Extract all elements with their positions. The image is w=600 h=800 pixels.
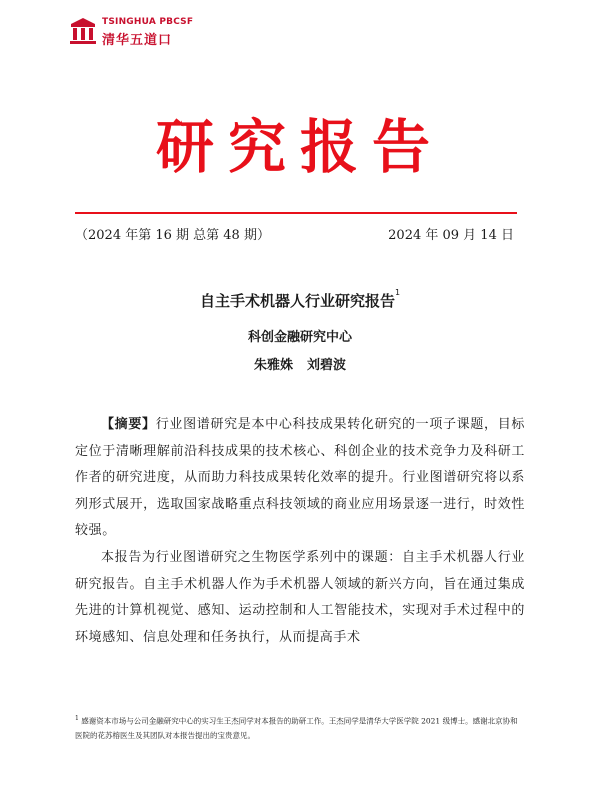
tsinghua-pbcsf-logo-mark — [68, 16, 98, 46]
author-name: 朱雅姝 — [253, 358, 293, 373]
logo-chinese-text: 清华五道口 — [102, 33, 173, 48]
report-title — [0, 290, 600, 311]
masthead-title: 研究报告 — [155, 113, 444, 181]
masthead-divider — [75, 212, 517, 214]
report-title-text: 自主手术机器人行业研究报告 — [199, 292, 395, 310]
body-paragraph: 本报告为行业图谱研究之生物医学系列中的课题：自主手术机器人行业研究报告。自主手术机器人作为手术机器人领域的新兴方向，旨在通过集成先进的计算机视觉、感知、运动控制和人工智能技术，实现对手术过程中的环境感知、信息处理和任务执行，从而提高手术 — [75, 549, 525, 645]
logo-english-text: TSINGHUA PBCSF — [102, 17, 194, 27]
footnote-ref[interactable]: 1 — [394, 288, 401, 297]
footnote — [75, 712, 525, 743]
tsinghua-pbcsf-logo — [68, 16, 198, 46]
publish-date: 2024 年 09 月 14 日 — [388, 228, 514, 243]
research-center: 科创金融研究中心 — [247, 330, 352, 345]
abstract-paragraph — [75, 412, 525, 545]
author-name: 刘碧波 — [307, 358, 347, 373]
footnote-text: 感谢资本市场与公司金融研究中心的实习生王杰同学对本报告的助研工作。王杰同学是清华大学医学院 2021 级博士。感谢北京协和医院的花苏榕医生及其团队对本报告提出的宝贵意见。 — [75, 716, 518, 740]
issue-number: （2024 年第 16 期 总第 48 期） — [75, 228, 270, 243]
abstract-text: 行业图谱研究是本中心科技成果转化研究的一项子课题，目标定位于清晰理解前沿科技成果的技术核心、科创企业的技术竞争力及科研工作者的研究进度，从而助力科技成果转化效率的提升。行业图谱研究将以系列形式展开，选取国家战略重点科技领域的商业应用场景逐一进行，时效性较强。 — [75, 417, 525, 539]
footnote-mark: 1 — [75, 715, 79, 722]
abstract-label: 【摘要】 — [101, 417, 156, 432]
authors — [0, 354, 600, 373]
report-body — [75, 412, 525, 651]
